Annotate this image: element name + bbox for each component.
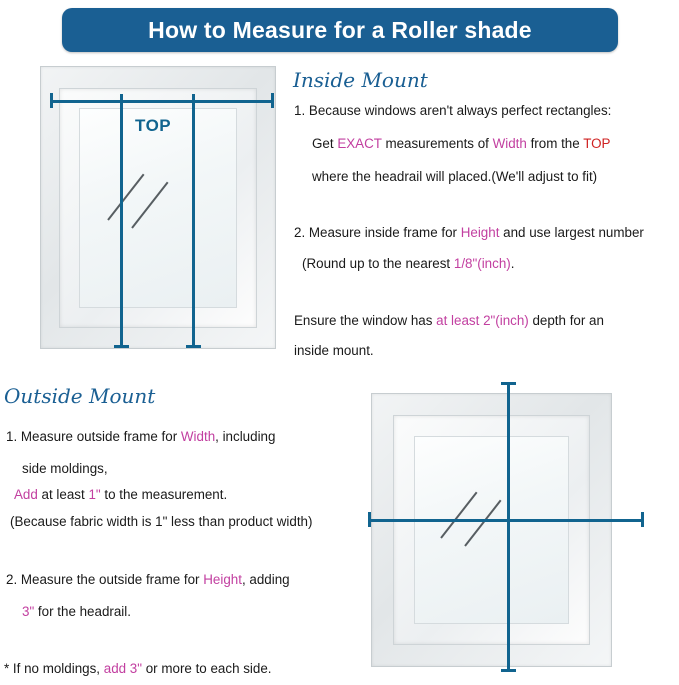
outside-line-3-a: at least <box>37 487 89 502</box>
glass-glint-icon <box>107 174 144 221</box>
outside-line-7-b: or more to each side. <box>142 661 272 676</box>
inside-line-6-a: Ensure the window has <box>294 313 437 328</box>
inside-line-6-b: depth for an <box>528 313 604 328</box>
glass-glint-icon <box>464 500 501 547</box>
outside-width-end-cap <box>368 512 371 527</box>
outside-line-4-text: (Because fabric width is 1" less than product width) <box>10 514 313 529</box>
inside-line-5-fraction: 1/8"(inch) <box>453 256 511 271</box>
inside-line-7 <box>294 343 374 359</box>
outside-line-3-inch: 1" <box>88 487 101 502</box>
inside-line-5-b: . <box>510 256 515 271</box>
outside-mount-heading: Outside Mount <box>4 384 156 408</box>
inside-line-4-height: Height <box>460 225 500 240</box>
inside-line-5-a: (Round up to the nearest <box>302 256 454 271</box>
outside-line-7-add: add 3" <box>103 661 143 676</box>
outside-line-6-headrail-add: 3" <box>22 604 35 619</box>
outside-width-measure-line <box>368 519 644 522</box>
inside-line-4-b: and use largest number <box>499 225 644 240</box>
outside-line-5 <box>6 572 290 588</box>
inside-mount-heading: Inside Mount <box>293 68 428 92</box>
outside-line-1-b: , including <box>215 429 276 444</box>
outside-width-end-cap <box>641 512 644 527</box>
height-measure-line-left <box>120 94 123 348</box>
width-measure-line <box>50 100 274 103</box>
outside-line-1-a: 1. Measure outside frame for <box>6 429 181 444</box>
outside-line-5-height: Height <box>203 572 242 587</box>
outside-line-2-text: side moldings, <box>22 461 108 476</box>
glass-glint-icon <box>440 492 477 539</box>
inside-line-4-a: 2. Measure inside frame for <box>294 225 461 240</box>
inside-line-3-text: where the headrail will placed.(We'll adjust to fit) <box>312 169 598 184</box>
height-measure-end-cap <box>114 345 129 348</box>
outside-height-end-cap <box>501 669 516 672</box>
window-glass <box>414 436 569 624</box>
glass-glint-icon <box>131 182 168 229</box>
outside-line-1 <box>6 429 275 445</box>
inside-line-2 <box>312 136 610 152</box>
inside-line-2-c: from the <box>526 136 584 151</box>
outside-mount-window-illustration <box>371 393 610 665</box>
outside-line-2 <box>22 461 108 477</box>
outside-line-6-text: for the headrail. <box>34 604 131 619</box>
width-measure-end-cap <box>50 93 53 108</box>
inside-line-2-exact: EXACT <box>337 136 382 151</box>
outside-height-end-cap <box>501 382 516 385</box>
outside-line-3-b: to the measurement. <box>100 487 228 502</box>
inside-mount-window-illustration <box>40 66 274 347</box>
outside-line-1-width: Width <box>180 429 216 444</box>
outside-line-7 <box>4 661 272 677</box>
inside-line-2-top: TOP <box>583 136 611 151</box>
page-title-banner <box>62 8 618 52</box>
inside-line-1 <box>294 103 611 119</box>
outside-line-4 <box>10 514 312 530</box>
outside-line-7-a: * If no moldings, <box>4 661 104 676</box>
outside-line-3-add: Add <box>14 487 38 502</box>
inside-line-2-b: measurements of <box>381 136 493 151</box>
inside-line-5 <box>302 256 514 272</box>
outside-line-6 <box>22 604 131 620</box>
inside-line-3 <box>312 169 597 185</box>
inside-line-7-text: inside mount. <box>294 343 374 358</box>
top-label: TOP <box>135 116 172 135</box>
window-glass <box>79 108 237 308</box>
inside-line-2-a: Get <box>312 136 338 151</box>
inside-line-1-text: 1. Because windows aren't always perfect rectangles: <box>294 103 612 118</box>
inside-line-6 <box>294 313 604 329</box>
page-title: How to Measure for a Roller shade <box>148 16 532 43</box>
outside-line-5-a: 2. Measure the outside frame for <box>6 572 204 587</box>
width-measure-end-cap <box>271 93 274 108</box>
outside-line-5-b: , adding <box>241 572 290 587</box>
outside-line-3 <box>14 487 227 503</box>
inside-line-2-width: Width <box>492 136 527 151</box>
inside-line-6-depth: at least 2"(inch) <box>436 313 529 328</box>
outside-height-measure-line <box>507 382 510 672</box>
height-measure-end-cap <box>186 345 201 348</box>
height-measure-line-right <box>192 94 195 348</box>
inside-line-4 <box>294 225 644 241</box>
